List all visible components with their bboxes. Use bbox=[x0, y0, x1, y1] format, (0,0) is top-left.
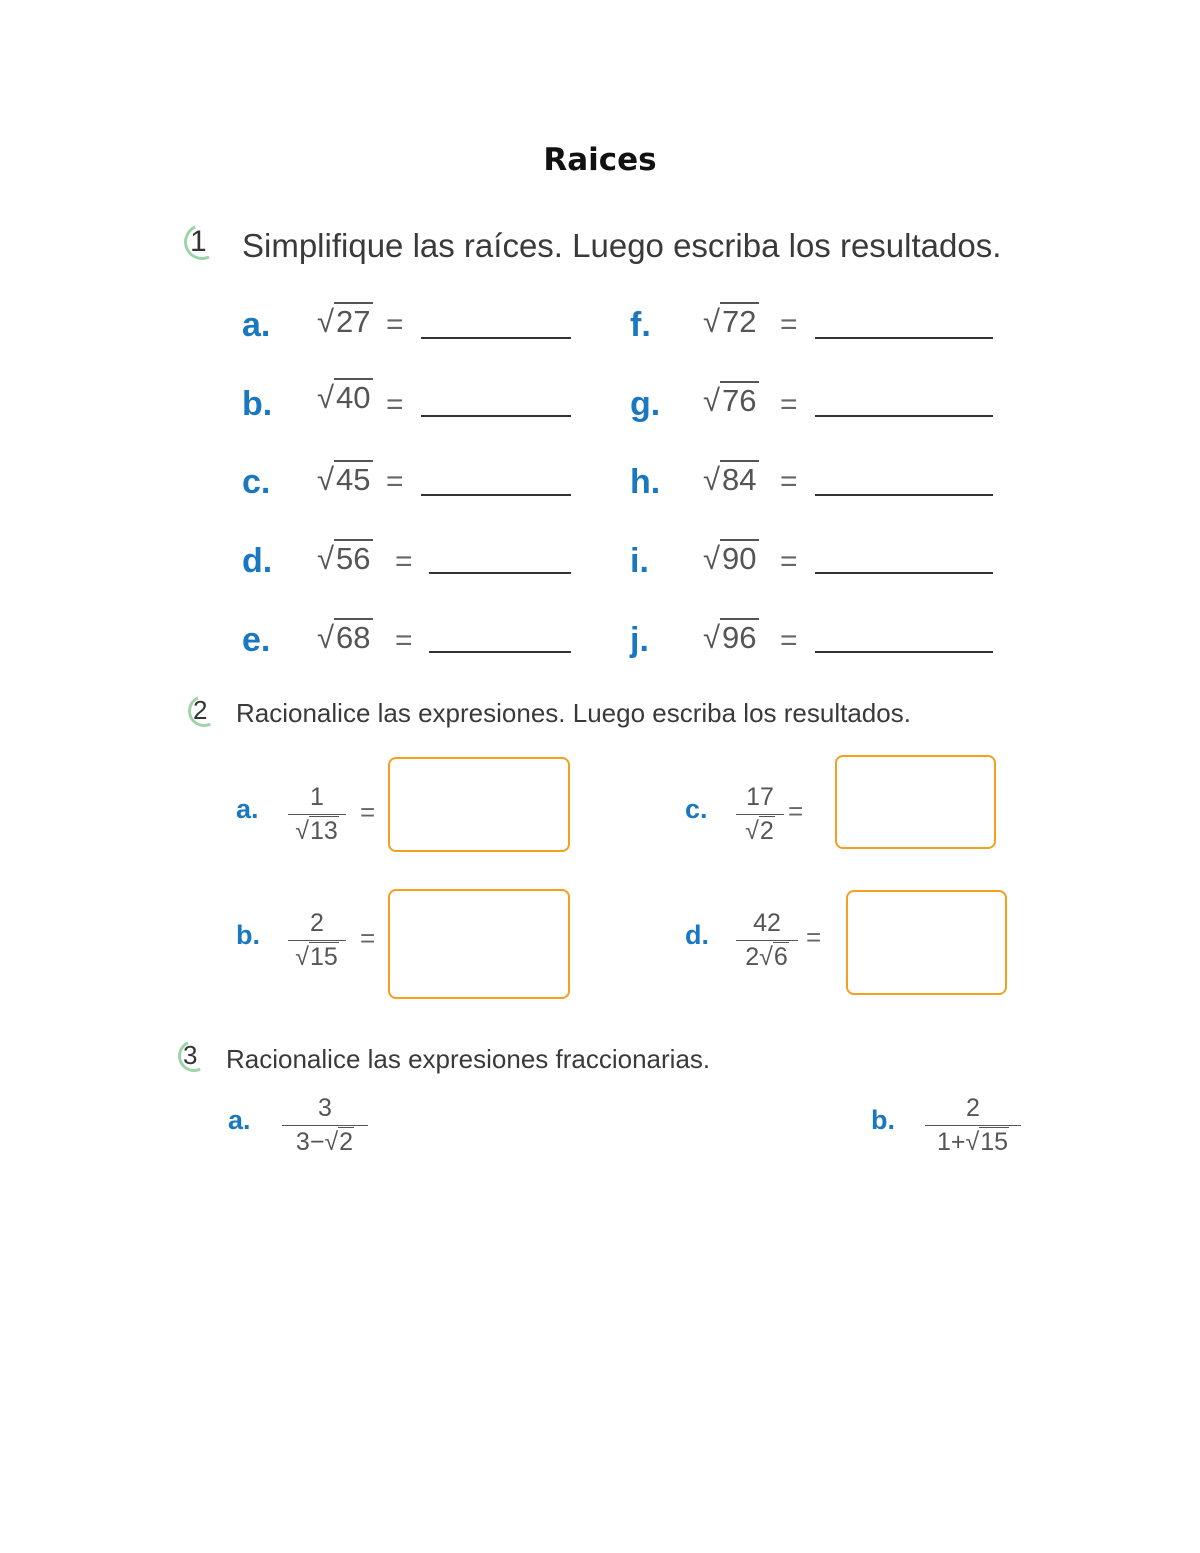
answer-line[interactable] bbox=[815, 572, 993, 574]
den-prefix: 1+ bbox=[936, 1128, 966, 1156]
denominator: 1+√15 bbox=[936, 1128, 1009, 1156]
section-2-number: 2 bbox=[193, 695, 208, 725]
answer-line[interactable] bbox=[429, 572, 571, 574]
sqrt-expression: √96 bbox=[703, 620, 757, 655]
sqrt-expression: √84 bbox=[703, 462, 757, 497]
equals-sign: = bbox=[780, 388, 798, 421]
equals-sign: = bbox=[780, 624, 798, 657]
item-letter: c. bbox=[242, 463, 271, 501]
answer-box[interactable] bbox=[846, 890, 1007, 995]
sqrt-expression: √68 bbox=[317, 620, 371, 655]
answer-box[interactable] bbox=[835, 755, 996, 849]
item-letter: a. bbox=[228, 1105, 251, 1135]
sqrt-expression: √40 bbox=[317, 380, 371, 415]
item-letter: g. bbox=[630, 385, 661, 423]
numerator: 42 bbox=[753, 909, 781, 937]
den-radicand: 2 bbox=[759, 817, 774, 845]
radicand: 40 bbox=[336, 380, 371, 415]
radicand: 68 bbox=[336, 620, 371, 655]
fraction bbox=[288, 783, 346, 846]
item-letter: i. bbox=[630, 542, 649, 580]
sqrt-expression: √45 bbox=[317, 462, 371, 497]
fraction bbox=[736, 909, 798, 972]
denominator: 2√6 bbox=[745, 943, 788, 971]
equals-sign: = bbox=[386, 465, 404, 498]
answer-line[interactable] bbox=[815, 494, 993, 496]
answer-line[interactable] bbox=[421, 337, 571, 339]
equals-sign: = bbox=[386, 388, 404, 421]
equals-sign: = bbox=[360, 923, 376, 953]
numerator: 17 bbox=[746, 783, 774, 811]
item-letter: j. bbox=[630, 621, 649, 659]
answer-line[interactable] bbox=[815, 337, 993, 339]
numerator: 1 bbox=[310, 783, 324, 811]
denominator: √15 bbox=[295, 943, 338, 971]
equals-sign: = bbox=[395, 545, 413, 578]
radicand: 84 bbox=[722, 462, 757, 497]
radicand: 72 bbox=[722, 304, 757, 339]
answer-box[interactable] bbox=[388, 889, 570, 999]
radicand: 45 bbox=[336, 462, 371, 497]
den-radicand: 2 bbox=[339, 1128, 354, 1156]
item-letter: a. bbox=[242, 306, 271, 344]
fraction bbox=[925, 1094, 1021, 1157]
equals-sign: = bbox=[780, 308, 798, 341]
sqrt-expression: √56 bbox=[317, 541, 371, 576]
item-letter: c. bbox=[685, 794, 708, 824]
fraction-bar bbox=[736, 940, 798, 941]
fraction-bar bbox=[736, 814, 784, 815]
equals-sign: = bbox=[806, 922, 822, 952]
equals-sign: = bbox=[788, 796, 804, 826]
item-letter: a. bbox=[236, 794, 259, 824]
item-letter: d. bbox=[242, 542, 273, 580]
section-1-number: 1 bbox=[190, 225, 207, 258]
section-3-instruction: Racionalice las expresiones fraccionarias. bbox=[226, 1044, 711, 1074]
page-title: Raices bbox=[543, 142, 657, 178]
item-letter: b. bbox=[236, 920, 260, 950]
fraction-bar bbox=[288, 814, 346, 815]
denominator: 3−√2 bbox=[295, 1128, 354, 1156]
numerator: 2 bbox=[310, 909, 324, 937]
sqrt-expression: √72 bbox=[703, 304, 757, 339]
section-2-instruction: Racionalice las expresiones. Luego escriba los resultados. bbox=[236, 698, 911, 728]
section-1-instruction: Simplifique las raíces. Luego escriba los resultados. bbox=[242, 227, 1002, 264]
equals-sign: = bbox=[395, 624, 413, 657]
equals-sign: = bbox=[360, 797, 376, 827]
fraction-bar bbox=[282, 1125, 368, 1126]
equals-sign: = bbox=[386, 308, 404, 341]
answer-line[interactable] bbox=[421, 494, 571, 496]
answer-line[interactable] bbox=[429, 651, 571, 653]
answer-line[interactable] bbox=[421, 415, 571, 417]
fraction-bar bbox=[288, 940, 346, 941]
den-radicand: 15 bbox=[980, 1128, 1009, 1156]
radicand: 90 bbox=[722, 541, 757, 576]
denominator: √2 bbox=[745, 817, 774, 845]
radicand: 96 bbox=[722, 620, 757, 655]
fraction bbox=[282, 1094, 368, 1157]
den-coefficient: 2 bbox=[745, 943, 760, 971]
answer-line[interactable] bbox=[815, 415, 993, 417]
item-letter: e. bbox=[242, 621, 271, 659]
fraction bbox=[736, 783, 784, 846]
den-prefix: 3− bbox=[295, 1128, 325, 1156]
radicand: 27 bbox=[336, 304, 371, 339]
numerator: 2 bbox=[966, 1094, 980, 1122]
sqrt-expression: √90 bbox=[703, 541, 757, 576]
section-3-number: 3 bbox=[183, 1040, 198, 1070]
answer-box[interactable] bbox=[388, 757, 570, 852]
den-radicand: 13 bbox=[309, 817, 338, 845]
radicand: 76 bbox=[722, 383, 757, 418]
equals-sign: = bbox=[780, 465, 798, 498]
denominator: √13 bbox=[295, 817, 338, 845]
sqrt-expression: √27 bbox=[317, 304, 371, 339]
item-letter: d. bbox=[685, 920, 709, 950]
item-letter: b. bbox=[242, 385, 273, 423]
fraction-bar bbox=[925, 1125, 1021, 1126]
answer-line[interactable] bbox=[815, 651, 993, 653]
equals-sign: = bbox=[780, 545, 798, 578]
sqrt-expression: √76 bbox=[703, 383, 757, 418]
den-radicand: 6 bbox=[773, 943, 788, 971]
radicand: 56 bbox=[336, 541, 371, 576]
den-radicand: 15 bbox=[309, 943, 338, 971]
item-letter: b. bbox=[871, 1105, 895, 1135]
fraction bbox=[288, 909, 346, 972]
numerator: 3 bbox=[318, 1094, 332, 1122]
item-letter: f. bbox=[630, 306, 651, 344]
item-letter: h. bbox=[630, 463, 661, 501]
